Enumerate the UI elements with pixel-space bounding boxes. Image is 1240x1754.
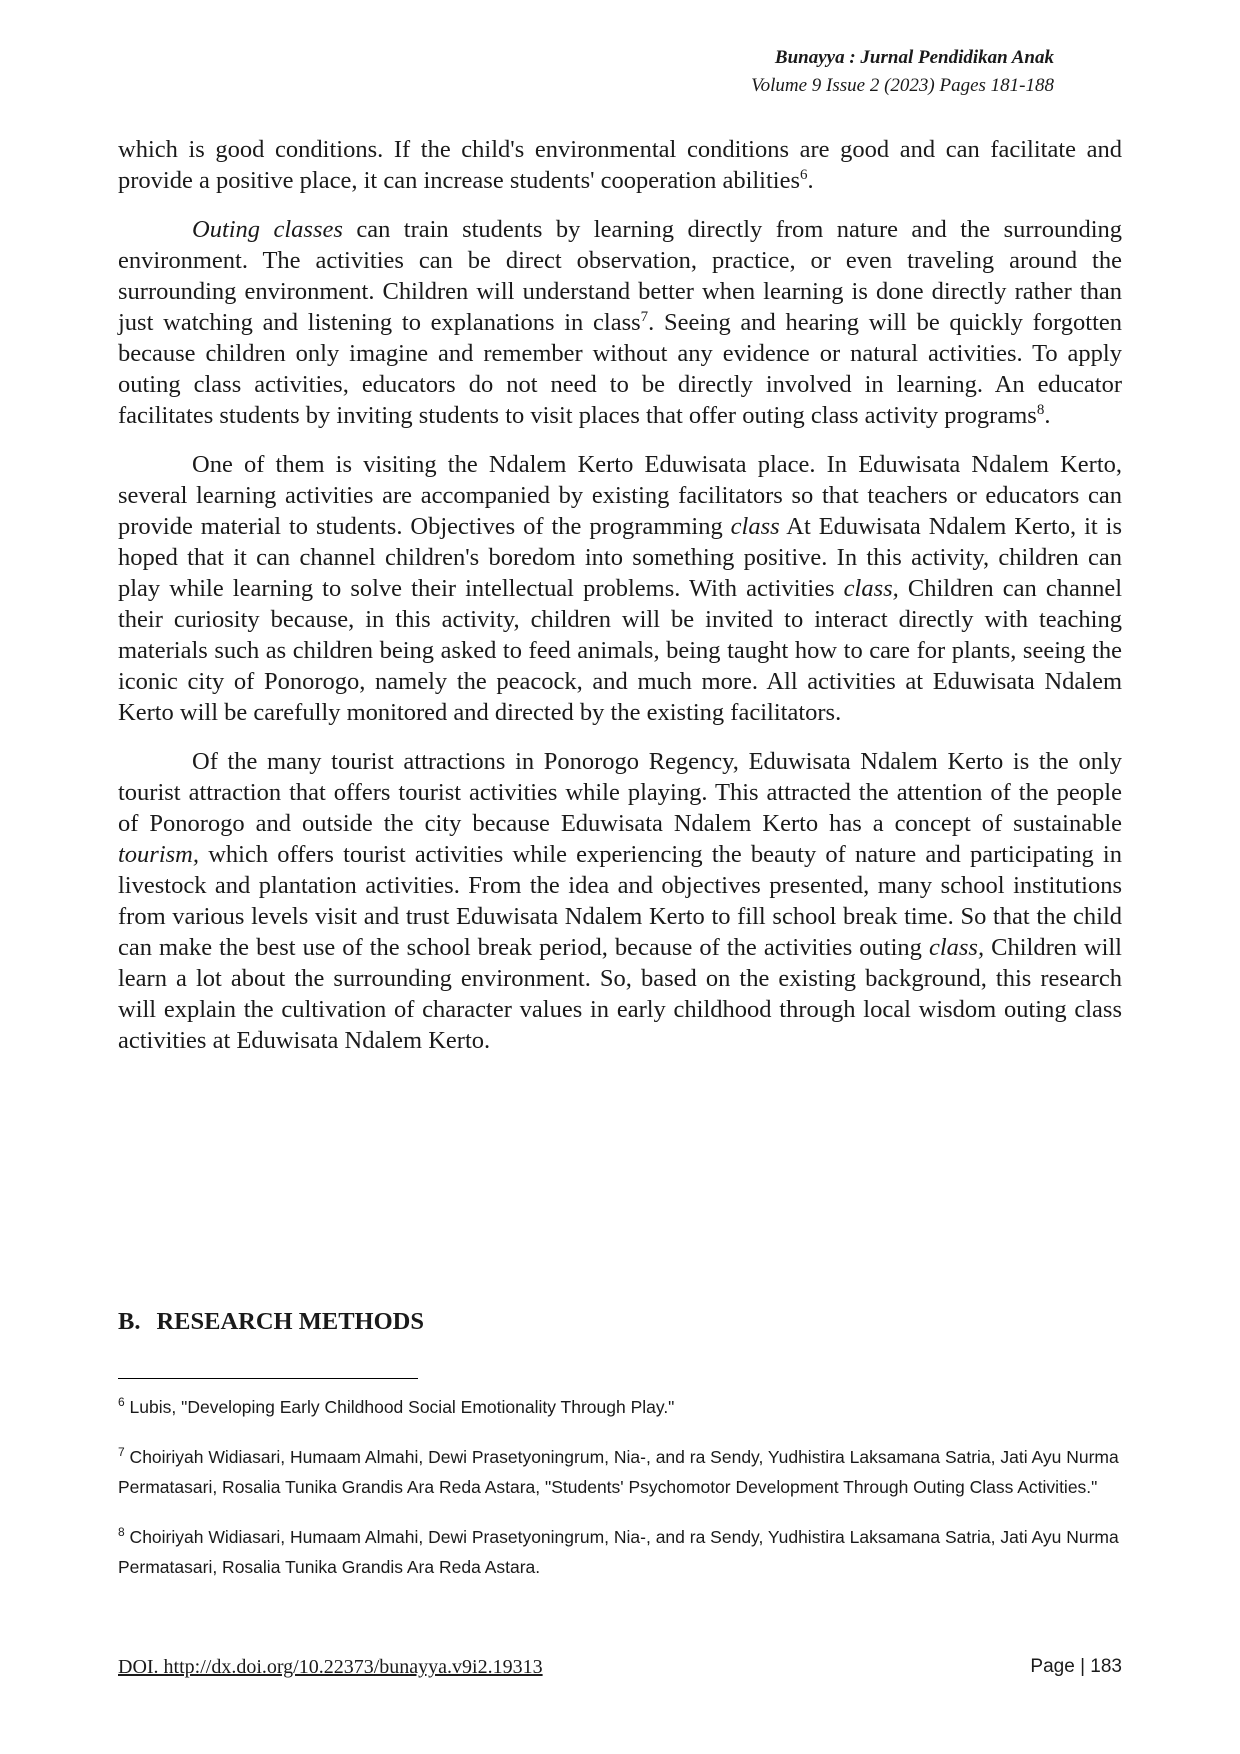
footnotes (118, 1392, 1122, 1602)
paragraph-1-end: . (807, 167, 814, 194)
paragraph-2-text-2: . Seeing and hearing will be quickly forgotten because children only imagine and remember without any evidence or natural activities. To apply outing class activities, educators do not need to be directly involved in learning. An educator facilitates students by inviting students to visit places that offer outing class activity programs (118, 309, 1123, 429)
footnote-divider (118, 1378, 418, 1379)
footnote-6-number: 6 (118, 1395, 125, 1410)
doi-link[interactable]: DOI. http://dx.doi.org/10.22373/bunayya.v9i2.19313 (118, 1656, 543, 1678)
footnote-8-text: Choiriyah Widiasari, Humaam Almahi, Dewi Prasetyoningrum, Nia-, and ra Sendy, Yudhistira Laksamana Satria, Jati Ayu Nurma Permatasari, Rosalia Tunika Grandis Ara Reda Astara. (118, 1527, 1119, 1577)
paragraph-2 (118, 214, 1122, 431)
paragraph-3-italic-1: class (730, 513, 780, 540)
journal-volume: Volume 9 Issue 2 (2023) Pages 181-188 (751, 75, 1054, 96)
paragraph-3-text-3: Children can channel their curiosity because, in this activity, children will be invited to interact directly with teaching materials such as children being asked to feed animals, being taught how to care for plants, seeing the iconic city of Ponorogo, namely the peacock, and much more. All activities at Eduwisata Ndalem Kerto will be carefully monitored and directed by the existing facilitators. (118, 575, 1123, 726)
footnote-ref-6[interactable]: 6 (800, 166, 808, 183)
footnote-6-text: Lubis, "Developing Early Childhood Social Emotionality Through Play." (124, 1397, 675, 1417)
paragraph-4-italic-2: class, (928, 934, 985, 961)
paragraph-3-italic-2: class, (843, 575, 899, 602)
paragraph-3-text-1: One of them is visiting the Ndalem Kerto Eduwisata place. In Eduwisata Ndalem Kerto, several learning activities are accompanied by existing facilitators so that teachers or educators can provide material to students. Objectives of the programming (118, 451, 1122, 540)
paragraph-1-text: which is good conditions. If the child's environmental conditions are good and can facilitate and provide a positive place, it can increase students' cooperation abilities (118, 136, 1122, 194)
paragraph-4-text-2: which offers tourist activities while experiencing the beauty of nature and participating in livestock and plantation activities. From the idea and objectives presented, many school institutions from various levels visit and trust Eduwisata Ndalem Kerto to fill school break time. So that the child can make the best use of the school break period, because of the activities outing (118, 841, 1122, 961)
paragraph-3-text-2: At Eduwisata Ndalem Kerto, it is hoped that it can channel children's boredom into something positive. In this activity, children can play while learning to solve their intellectual problems. With activities (118, 513, 1122, 602)
paragraph-2-text-1: can train students by learning directly from nature and the surrounding environment. The activities can be direct observation, practice, or even traveling around the surrounding environment. Children will understand better when learning is done directly rather than just watching and listening to explanations in class (118, 216, 1123, 336)
running-header (751, 44, 1054, 100)
footnote-6 (118, 1392, 1122, 1422)
paragraph-4 (118, 746, 1122, 1056)
paragraph-4-text-3: Children will learn a lot about the surrounding environment. So, based on the existing background, this research will explain the cultivation of character values in early childhood through local wisdom outing class activities at Eduwisata Ndalem Kerto. (118, 934, 1122, 1054)
section-title: RESEARCH METHODS (156, 1308, 424, 1335)
footnote-8-number: 8 (118, 1525, 125, 1540)
footnote-7-text: Choiriyah Widiasari, Humaam Almahi, Dewi Prasetyoningrum, Nia-, and ra Sendy, Yudhistira Laksamana Satria, Jati Ayu Nurma Permatasari, Rosalia Tunika Grandis Ara Reda Astara, "Students' Psychomotor Development Through Outing Class Activities." (118, 1447, 1119, 1497)
journal-title: Bunayya : Jurnal Pendidikan Anak (774, 47, 1054, 68)
body-text (118, 134, 1122, 1074)
paragraph-1 (118, 134, 1122, 196)
page-number: Page | 183 (1030, 1656, 1122, 1677)
footnote-ref-8[interactable]: 8 (1036, 401, 1045, 418)
paragraph-3 (118, 449, 1122, 728)
paragraph-2-italic-lead: Outing classes (192, 216, 343, 243)
footnote-7-number: 7 (118, 1445, 125, 1460)
paragraph-4-italic-1: tourism, (118, 841, 200, 868)
section-heading (118, 1308, 424, 1336)
footnote-8 (118, 1522, 1122, 1582)
footnote-ref-7[interactable]: 7 (640, 308, 649, 325)
paragraph-4-text-1: Of the many tourist attractions in Ponorogo Regency, Eduwisata Ndalem Kerto is the only tourist attraction that offers tourist activities while playing. This attracted the attention of the people of Ponorogo and outside the city because Eduwisata Ndalem Kerto has a concept of sustainable (118, 748, 1122, 837)
footnote-7 (118, 1442, 1122, 1502)
section-number: B. (118, 1308, 141, 1335)
paragraph-2-end: . (1044, 402, 1051, 429)
